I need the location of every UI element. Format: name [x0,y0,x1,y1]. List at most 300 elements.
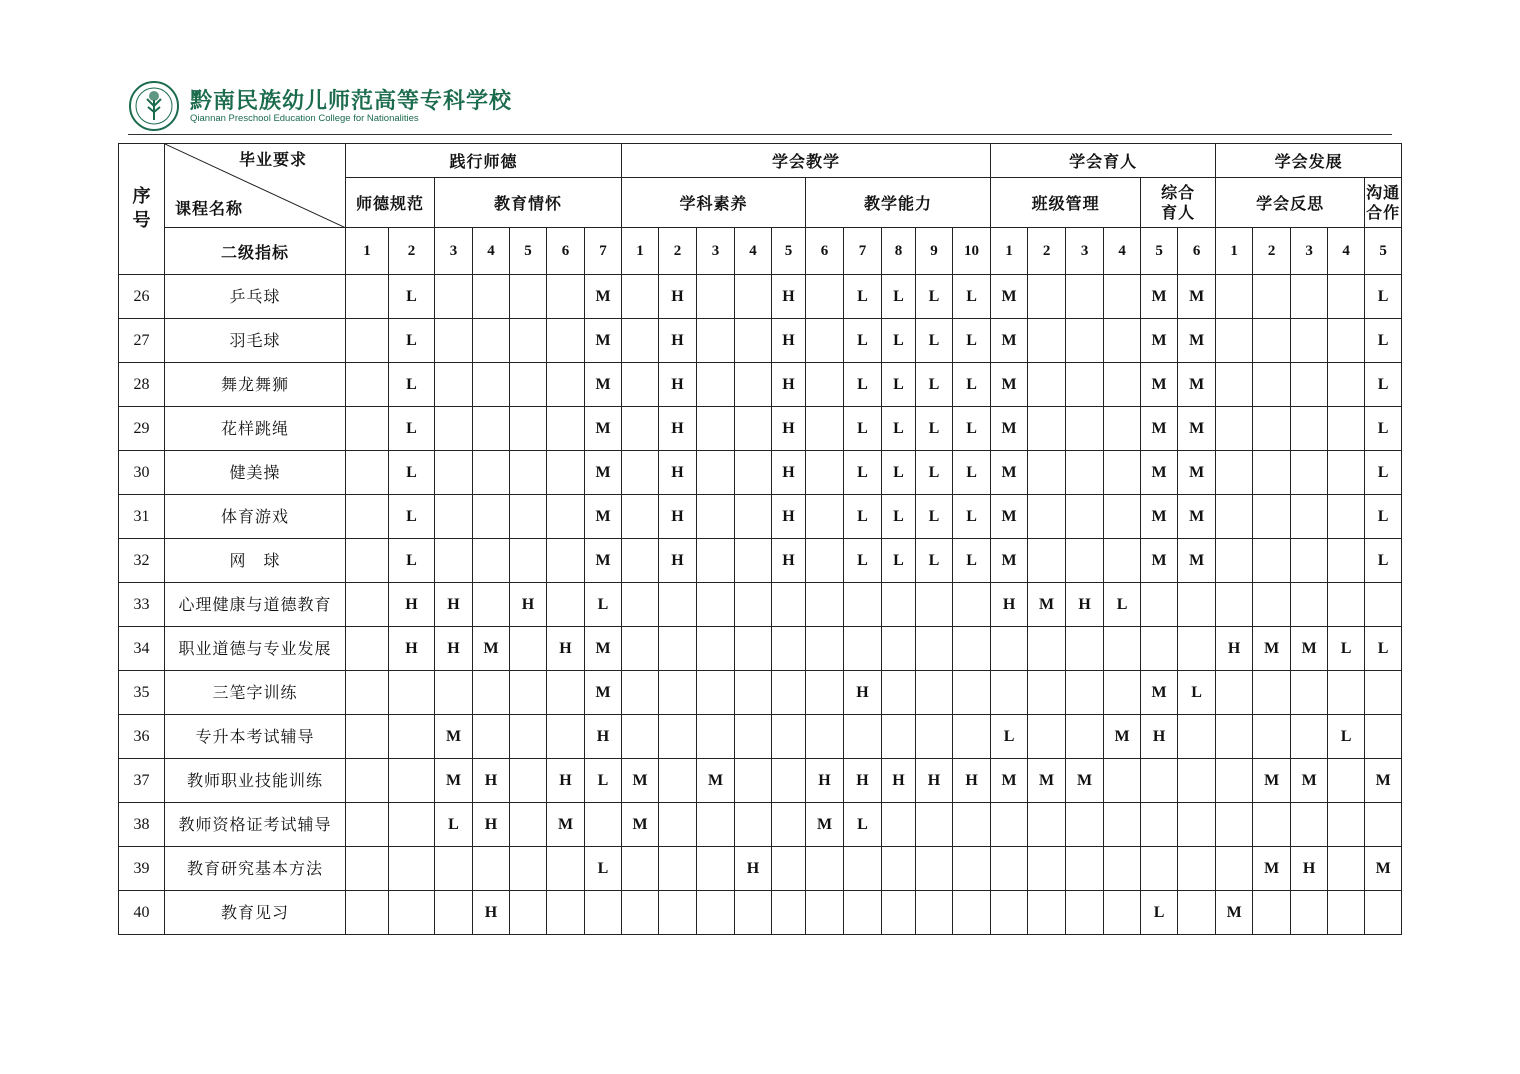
support-level-cell [1066,319,1104,363]
support-level-cell [772,803,806,847]
support-level-cell [547,407,585,451]
support-level-cell [844,583,882,627]
row-number: 31 [119,495,165,539]
support-level-cell [916,583,953,627]
support-level-cell [1141,583,1178,627]
support-level-cell: L [389,451,435,495]
subgroup-header-label: 综合育人 [1161,182,1196,222]
support-level-cell [1328,319,1365,363]
indicator-cell: 7 [844,228,882,275]
support-level-cell: H [1141,715,1178,759]
support-level-cell [735,363,772,407]
support-level-cell [622,627,659,671]
row-number: 38 [119,803,165,847]
support-level-cell [1104,539,1141,583]
support-level-cell [346,847,389,891]
support-level-cell: L [882,275,916,319]
support-level-cell [473,407,510,451]
support-level-cell [735,759,772,803]
support-level-cell [1141,627,1178,671]
support-level-cell [622,891,659,935]
support-level-cell: M [585,363,622,407]
support-level-cell [1028,627,1066,671]
support-level-cell [772,891,806,935]
school-name-en: Qiannan Preschool Education College for Nationalities [190,113,419,124]
support-level-cell: L [1365,319,1402,363]
support-level-cell [510,319,547,363]
support-level-cell [1253,715,1291,759]
support-level-cell: M [1253,759,1291,803]
support-level-cell: L [1365,451,1402,495]
support-level-cell: M [991,275,1028,319]
indicator-cell: 2 [1028,228,1066,275]
support-level-cell [1066,495,1104,539]
support-level-cell: M [1141,451,1178,495]
course-name: 教育研究基本方法 [165,847,346,891]
support-level-cell [1104,363,1141,407]
support-level-cell: H [659,539,697,583]
support-level-cell: M [1216,891,1253,935]
support-level-cell: H [916,759,953,803]
table-row [119,803,1402,847]
support-level-cell [659,847,697,891]
support-level-cell: L [953,495,991,539]
support-level-cell: M [547,803,585,847]
support-level-cell [953,803,991,847]
support-level-cell [659,583,697,627]
support-level-cell [622,671,659,715]
support-level-cell [622,363,659,407]
support-level-cell [346,583,389,627]
support-level-cell [659,715,697,759]
support-level-cell [772,847,806,891]
support-level-cell [346,803,389,847]
support-level-cell [806,891,844,935]
table-row [119,451,1402,495]
support-level-cell: M [1178,407,1216,451]
support-level-cell: L [585,847,622,891]
support-level-cell [735,715,772,759]
support-level-cell [882,671,916,715]
support-level-cell [547,495,585,539]
support-level-cell: H [806,759,844,803]
support-level-cell [806,275,844,319]
support-level-cell: H [659,319,697,363]
support-level-cell [806,495,844,539]
support-level-cell [510,363,547,407]
support-level-cell: H [772,363,806,407]
support-level-cell [1253,671,1291,715]
seq-header [119,144,165,275]
support-level-cell [473,671,510,715]
support-level-cell [991,671,1028,715]
support-level-cell [1178,583,1216,627]
support-level-cell [1365,671,1402,715]
support-level-cell: H [659,495,697,539]
support-level-cell: M [1178,451,1216,495]
support-level-cell [622,319,659,363]
support-level-cell [1216,803,1253,847]
support-level-cell: H [659,363,697,407]
support-level-cell [1178,803,1216,847]
support-level-cell: H [1216,627,1253,671]
support-level-cell [1328,803,1365,847]
support-level-cell [1216,759,1253,803]
indicator-cell: 6 [547,228,585,275]
table-row [119,847,1402,891]
support-level-cell: L [1328,715,1365,759]
support-level-cell [547,539,585,583]
support-level-cell: H [473,891,510,935]
support-level-cell [659,759,697,803]
support-level-cell: M [991,319,1028,363]
support-level-cell [735,319,772,363]
support-level-cell [735,539,772,583]
support-level-cell: M [1178,495,1216,539]
support-level-cell: L [882,407,916,451]
support-level-cell [1216,451,1253,495]
support-level-cell [1253,363,1291,407]
support-level-cell [1066,539,1104,583]
support-level-cell [1365,715,1402,759]
support-level-cell: H [473,759,510,803]
support-level-cell: L [953,275,991,319]
support-level-cell [1328,407,1365,451]
support-level-cell [1328,671,1365,715]
support-level-cell [1028,891,1066,935]
support-level-cell: L [953,319,991,363]
indicator-cell: 8 [882,228,916,275]
support-level-cell: M [1141,407,1178,451]
support-level-cell: M [585,275,622,319]
course-name: 专升本考试辅导 [165,715,346,759]
support-level-cell [622,583,659,627]
support-level-cell [806,671,844,715]
subgroup-header [1365,178,1402,228]
support-level-cell: L [1365,363,1402,407]
support-level-cell [882,803,916,847]
support-level-cell [1216,275,1253,319]
support-level-cell [1253,539,1291,583]
support-level-cell: L [991,715,1028,759]
support-level-cell [1028,671,1066,715]
support-level-cell [510,627,547,671]
indicator-cell: 3 [1066,228,1104,275]
support-level-cell [585,891,622,935]
support-level-cell [1141,803,1178,847]
indicator-cell: 10 [953,228,991,275]
support-level-cell: H [953,759,991,803]
support-level-cell: M [1141,275,1178,319]
support-level-cell: M [435,715,473,759]
support-level-cell: L [882,451,916,495]
support-level-cell [622,451,659,495]
support-level-cell [1028,275,1066,319]
support-level-cell [991,847,1028,891]
support-level-cell: L [389,539,435,583]
course-name: 教育见习 [165,891,346,935]
support-level-cell: L [389,495,435,539]
row-number: 29 [119,407,165,451]
support-level-cell [1028,319,1066,363]
support-level-cell [1104,407,1141,451]
course-name: 网 球 [165,539,346,583]
support-level-cell [1328,759,1365,803]
support-level-cell [1291,671,1328,715]
support-level-cell [1066,847,1104,891]
support-level-cell [510,451,547,495]
support-level-cell [697,451,735,495]
support-level-cell: L [844,363,882,407]
support-level-cell: L [844,539,882,583]
support-level-cell [735,275,772,319]
support-level-cell [473,363,510,407]
table-row [119,363,1402,407]
support-level-cell [806,539,844,583]
support-level-cell [1216,319,1253,363]
support-level-cell [1216,363,1253,407]
support-level-cell: L [844,407,882,451]
support-level-cell [1216,715,1253,759]
support-level-cell [1104,671,1141,715]
support-level-cell [435,891,473,935]
support-level-cell [735,627,772,671]
support-level-cell [844,715,882,759]
support-level-cell [547,715,585,759]
subgroup-header: 教育情怀 [435,178,622,228]
support-level-cell [1328,275,1365,319]
group-header: 践行师德 [346,144,622,178]
support-level-cell: H [547,759,585,803]
support-level-cell [806,583,844,627]
header-rule [128,134,1392,135]
support-level-cell [346,407,389,451]
table-row [119,407,1402,451]
support-level-cell: L [916,407,953,451]
indicator-cell: 4 [473,228,510,275]
support-level-cell: H [389,583,435,627]
support-level-cell [622,847,659,891]
support-level-cell [1253,803,1291,847]
support-level-cell: L [916,539,953,583]
support-level-cell [1028,847,1066,891]
support-level-cell: M [585,539,622,583]
support-level-cell [1028,407,1066,451]
course-name: 职业道德与专业发展 [165,627,346,671]
support-level-cell [547,671,585,715]
support-level-cell [435,407,473,451]
row-number: 26 [119,275,165,319]
indicator-cell: 2 [659,228,697,275]
support-level-cell [473,539,510,583]
support-level-cell [1291,715,1328,759]
support-level-cell: L [916,319,953,363]
support-level-cell [697,319,735,363]
support-level-cell [1141,759,1178,803]
support-level-cell [1365,891,1402,935]
support-level-cell [697,583,735,627]
support-level-cell: L [916,275,953,319]
support-level-cell: M [991,451,1028,495]
support-level-cell: H [844,671,882,715]
support-level-cell [1291,407,1328,451]
support-level-cell [1104,627,1141,671]
support-level-cell [547,847,585,891]
support-level-cell [1328,363,1365,407]
support-level-cell [1028,539,1066,583]
support-level-cell: H [1066,583,1104,627]
course-name-label: 课程名称 [175,199,244,218]
support-level-cell: H [735,847,772,891]
support-level-cell [772,627,806,671]
row-number: 28 [119,363,165,407]
school-name-cn: 黔南民族幼儿师范高等专科学校 [190,88,513,114]
support-level-cell [1291,495,1328,539]
row-number: 37 [119,759,165,803]
subgroup-header: 班级管理 [991,178,1141,228]
support-level-cell: M [1028,759,1066,803]
indicator-cell: 1 [1216,228,1253,275]
indicator-cell: 9 [916,228,953,275]
indicator-cell: 1 [346,228,389,275]
support-level-cell [1328,451,1365,495]
support-level-cell [1253,495,1291,539]
support-level-cell [882,715,916,759]
support-level-cell [346,715,389,759]
support-level-cell: H [473,803,510,847]
support-level-cell: H [659,275,697,319]
indicator-cell: 4 [735,228,772,275]
support-level-cell [346,759,389,803]
support-level-cell [735,803,772,847]
support-level-cell [389,847,435,891]
support-level-cell: H [772,275,806,319]
support-level-cell [806,627,844,671]
support-level-cell [1178,715,1216,759]
support-level-cell [882,583,916,627]
support-level-cell [473,319,510,363]
support-level-cell [953,847,991,891]
row-number: 39 [119,847,165,891]
support-level-cell [882,891,916,935]
support-level-cell: L [1141,891,1178,935]
support-level-cell [1104,759,1141,803]
support-level-cell [697,407,735,451]
support-level-cell [473,583,510,627]
support-level-cell: M [473,627,510,671]
support-level-cell: M [585,319,622,363]
support-level-cell: L [1365,495,1402,539]
support-level-cell [510,275,547,319]
support-level-cell: L [389,363,435,407]
indicator-cell: 5 [1141,228,1178,275]
support-level-cell: L [882,319,916,363]
support-level-cell: M [435,759,473,803]
support-level-cell: M [1141,495,1178,539]
support-level-cell [1066,363,1104,407]
page-header [128,80,1392,132]
support-level-cell [1178,891,1216,935]
support-level-cell: H [844,759,882,803]
support-level-cell [916,891,953,935]
support-level-cell: L [389,319,435,363]
support-level-cell [473,495,510,539]
course-name: 三笔字训练 [165,671,346,715]
support-level-cell [547,451,585,495]
support-level-cell [1291,451,1328,495]
indicator-cell: 3 [435,228,473,275]
support-level-cell: H [547,627,585,671]
row-number: 32 [119,539,165,583]
support-level-cell: L [585,759,622,803]
support-level-cell [844,891,882,935]
support-level-cell: L [1178,671,1216,715]
indicator-header: 二级指标 [165,228,346,275]
support-level-cell [806,407,844,451]
support-level-cell [735,891,772,935]
support-level-cell [1104,803,1141,847]
support-level-cell [735,407,772,451]
support-level-cell [697,891,735,935]
course-name: 健美操 [165,451,346,495]
support-level-cell: M [1291,627,1328,671]
support-level-cell [547,891,585,935]
support-level-cell [510,671,547,715]
support-level-cell [1253,407,1291,451]
support-level-cell [882,627,916,671]
support-level-cell [1066,803,1104,847]
course-name: 教师资格证考试辅导 [165,803,346,847]
subgroup-header: 学会反思 [1216,178,1365,228]
support-level-cell: M [991,759,1028,803]
table-row [119,319,1402,363]
support-level-cell: M [585,671,622,715]
support-level-cell [510,759,547,803]
support-level-cell: H [772,451,806,495]
row-number: 34 [119,627,165,671]
support-level-cell [1328,891,1365,935]
support-level-cell [772,671,806,715]
indicator-row [119,228,1402,275]
support-level-cell: L [389,275,435,319]
support-level-cell [346,319,389,363]
indicator-cell: 2 [1253,228,1291,275]
support-level-cell [435,847,473,891]
support-level-cell [659,627,697,671]
support-level-cell [697,671,735,715]
support-level-cell [346,627,389,671]
indicator-cell: 4 [1104,228,1141,275]
support-level-cell: L [916,451,953,495]
support-level-cell: L [435,803,473,847]
indicator-cell: 3 [697,228,735,275]
indicator-cell: 7 [585,228,622,275]
support-level-cell [1066,275,1104,319]
support-level-cell [1291,583,1328,627]
support-level-cell [1028,495,1066,539]
group-header: 学会发展 [1216,144,1402,178]
support-level-cell: M [991,495,1028,539]
table-row [119,495,1402,539]
support-level-cell: M [1141,363,1178,407]
support-level-cell [435,539,473,583]
support-level-cell [772,759,806,803]
support-level-cell: H [510,583,547,627]
support-level-cell [844,627,882,671]
support-level-cell [1291,363,1328,407]
support-level-cell [659,891,697,935]
support-level-cell [622,715,659,759]
